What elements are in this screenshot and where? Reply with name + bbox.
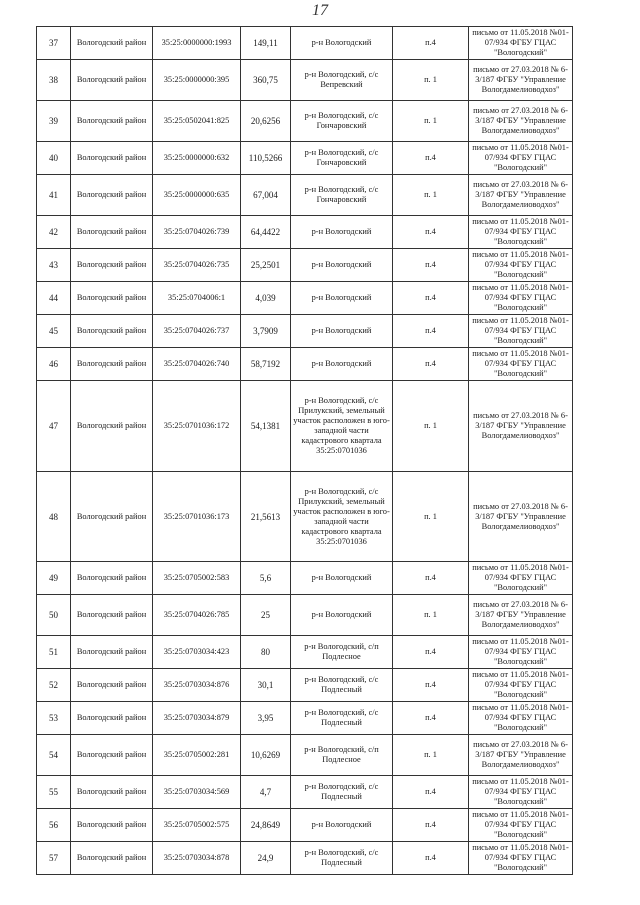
- letter-cell: письмо от 27.03.2018 № 6-3/187 ФГБУ "Управление Вологдамелиоводхоз": [469, 175, 573, 216]
- letter-cell: письмо от 11.05.2018 №01-07/934 ФГБУ ГЦАС "Вологодский": [469, 776, 573, 809]
- letter-cell: письмо от 27.03.2018 № 6-3/187 ФГБУ "Управление Вологдамелиоводхоз": [469, 381, 573, 472]
- location-cell: р-н Вологодский: [291, 562, 393, 595]
- row-number-cell: 55: [37, 776, 71, 809]
- letter-cell: письмо от 11.05.2018 №01-07/934 ФГБУ ГЦАС "Вологодский": [469, 315, 573, 348]
- page-number: 17: [312, 2, 328, 19]
- location-cell: р-н Вологодский, с/с Гончаровский: [291, 175, 393, 216]
- letter-cell: письмо от 11.05.2018 №01-07/934 ФГБУ ГЦАС "Вологодский": [469, 562, 573, 595]
- cadastral-number-cell: 35:25:0703034:423: [153, 636, 241, 669]
- cadastral-number-cell: 35:25:0704026:740: [153, 348, 241, 381]
- location-cell: р-н Вологодский: [291, 249, 393, 282]
- district-cell: Вологодский район: [71, 809, 153, 842]
- table-row: [37, 735, 573, 776]
- letter-cell: письмо от 27.03.2018 № 6-3/187 ФГБУ "Управление Вологдамелиоводхоз": [469, 101, 573, 142]
- clause-cell: п. 1: [393, 595, 469, 636]
- district-cell: Вологодский район: [71, 472, 153, 562]
- location-cell: р-н Вологодский, с/п Подлесное: [291, 636, 393, 669]
- letter-cell: письмо от 11.05.2018 №01-07/934 ФГБУ ГЦАС "Вологодский": [469, 249, 573, 282]
- letter-cell: письмо от 11.05.2018 №01-07/934 ФГБУ ГЦАС "Вологодский": [469, 702, 573, 735]
- cadastral-number-cell: 35:25:0701036:173: [153, 472, 241, 562]
- district-cell: Вологодский район: [71, 216, 153, 249]
- table-row: [37, 669, 573, 702]
- cadastral-number-cell: 35:25:0703034:876: [153, 669, 241, 702]
- location-cell: р-н Вологодский: [291, 282, 393, 315]
- clause-cell: п.4: [393, 142, 469, 175]
- table-row: [37, 315, 573, 348]
- clause-cell: п.4: [393, 776, 469, 809]
- area-cell: 54,1381: [241, 381, 291, 472]
- letter-cell: письмо от 11.05.2018 №01-07/934 ФГБУ ГЦАС "Вологодский": [469, 282, 573, 315]
- district-cell: Вологодский район: [71, 348, 153, 381]
- area-cell: 64,4422: [241, 216, 291, 249]
- cadastral-number-cell: 35:25:0000000:635: [153, 175, 241, 216]
- table-body: [37, 27, 573, 875]
- clause-cell: п. 1: [393, 381, 469, 472]
- table-row: [37, 249, 573, 282]
- area-cell: 5,6: [241, 562, 291, 595]
- cadastral-number-cell: 35:25:0705002:281: [153, 735, 241, 776]
- area-cell: 25,2501: [241, 249, 291, 282]
- district-cell: Вологодский район: [71, 282, 153, 315]
- row-number-cell: 56: [37, 809, 71, 842]
- cadastral-number-cell: 35:25:0703034:569: [153, 776, 241, 809]
- area-cell: 4,7: [241, 776, 291, 809]
- location-cell: р-н Вологодский, с/с Вепревский: [291, 60, 393, 101]
- location-cell: р-н Вологодский, с/с Подлесный: [291, 669, 393, 702]
- cadastral-number-cell: 35:25:0704026:739: [153, 216, 241, 249]
- area-cell: 24,9: [241, 842, 291, 875]
- location-cell: р-н Вологодский: [291, 315, 393, 348]
- row-number-cell: 46: [37, 348, 71, 381]
- row-number-cell: 47: [37, 381, 71, 472]
- row-number-cell: 42: [37, 216, 71, 249]
- district-cell: Вологодский район: [71, 595, 153, 636]
- cadastral-number-cell: 35:25:0701036:172: [153, 381, 241, 472]
- table-row: [37, 809, 573, 842]
- letter-cell: письмо от 11.05.2018 №01-07/934 ФГБУ ГЦАС "Вологодский": [469, 636, 573, 669]
- letter-cell: письмо от 11.05.2018 №01-07/934 ФГБУ ГЦАС "Вологодский": [469, 348, 573, 381]
- clause-cell: п.4: [393, 315, 469, 348]
- row-number-cell: 44: [37, 282, 71, 315]
- district-cell: Вологодский район: [71, 101, 153, 142]
- district-cell: Вологодский район: [71, 315, 153, 348]
- location-cell: р-н Вологодский, с/с Подлесный: [291, 702, 393, 735]
- clause-cell: п. 1: [393, 472, 469, 562]
- table-row: [37, 27, 573, 60]
- letter-cell: письмо от 11.05.2018 №01-07/934 ФГБУ ГЦАС "Вологодский": [469, 669, 573, 702]
- row-number-cell: 57: [37, 842, 71, 875]
- district-cell: Вологодский район: [71, 60, 153, 101]
- row-number-cell: 38: [37, 60, 71, 101]
- table-row: [37, 60, 573, 101]
- location-cell: р-н Вологодский, с/п Подлесное: [291, 735, 393, 776]
- district-cell: Вологодский район: [71, 27, 153, 60]
- clause-cell: п. 1: [393, 735, 469, 776]
- row-number-cell: 40: [37, 142, 71, 175]
- clause-cell: п.4: [393, 249, 469, 282]
- area-cell: 67,004: [241, 175, 291, 216]
- location-cell: р-н Вологодский, с/с Гончаровский: [291, 101, 393, 142]
- clause-cell: п.4: [393, 282, 469, 315]
- table-row: [37, 142, 573, 175]
- clause-cell: п.4: [393, 348, 469, 381]
- area-cell: 10,6269: [241, 735, 291, 776]
- row-number-cell: 53: [37, 702, 71, 735]
- cadastral-number-cell: 35:25:0000000:395: [153, 60, 241, 101]
- row-number-cell: 49: [37, 562, 71, 595]
- table-row: [37, 472, 573, 562]
- cadastral-number-cell: 35:25:0704026:735: [153, 249, 241, 282]
- row-number-cell: 39: [37, 101, 71, 142]
- location-cell: р-н Вологодский, с/с Подлесный: [291, 776, 393, 809]
- area-cell: 20,6256: [241, 101, 291, 142]
- location-cell: р-н Вологодский, с/с Гончаровский: [291, 142, 393, 175]
- letter-cell: письмо от 11.05.2018 №01-07/934 ФГБУ ГЦАС "Вологодский": [469, 842, 573, 875]
- area-cell: 58,7192: [241, 348, 291, 381]
- area-cell: 3,95: [241, 702, 291, 735]
- letter-cell: письмо от 27.03.2018 № 6-3/187 ФГБУ "Управление Вологдамелиоводхоз": [469, 472, 573, 562]
- district-cell: Вологодский район: [71, 142, 153, 175]
- cadastral-number-cell: 35:25:0705002:575: [153, 809, 241, 842]
- area-cell: 4,039: [241, 282, 291, 315]
- area-cell: 360,75: [241, 60, 291, 101]
- table-row: [37, 381, 573, 472]
- district-cell: Вологодский район: [71, 776, 153, 809]
- location-cell: р-н Вологодский, с/с Подлесный: [291, 842, 393, 875]
- district-cell: Вологодский район: [71, 381, 153, 472]
- area-cell: 149,11: [241, 27, 291, 60]
- area-cell: 24,8649: [241, 809, 291, 842]
- clause-cell: п.4: [393, 562, 469, 595]
- table-row: [37, 842, 573, 875]
- location-cell: р-н Вологодский: [291, 595, 393, 636]
- district-cell: Вологодский район: [71, 669, 153, 702]
- table-row: [37, 776, 573, 809]
- location-cell: р-н Вологодский: [291, 216, 393, 249]
- clause-cell: п.4: [393, 216, 469, 249]
- cadastral-number-cell: 35:25:0502041:825: [153, 101, 241, 142]
- area-cell: 30,1: [241, 669, 291, 702]
- area-cell: 21,5613: [241, 472, 291, 562]
- letter-cell: письмо от 27.03.2018 № 6-3/187 ФГБУ "Управление Вологдамелиоводхоз": [469, 595, 573, 636]
- cadastral-number-cell: 35:25:0704006:1: [153, 282, 241, 315]
- clause-cell: п. 1: [393, 175, 469, 216]
- district-cell: Вологодский район: [71, 842, 153, 875]
- row-number-cell: 50: [37, 595, 71, 636]
- clause-cell: п.4: [393, 27, 469, 60]
- clause-cell: п.4: [393, 669, 469, 702]
- row-number-cell: 43: [37, 249, 71, 282]
- location-cell: р-н Вологодский, с/с Прилукский, земельный участок расположен в юго-западной части кадастрового квартала 35:25:0701036: [291, 381, 393, 472]
- cadastral-number-cell: 35:25:0704026:737: [153, 315, 241, 348]
- land-plots-table: [36, 26, 573, 875]
- clause-cell: п.4: [393, 702, 469, 735]
- row-number-cell: 41: [37, 175, 71, 216]
- area-cell: 110,5266: [241, 142, 291, 175]
- cadastral-number-cell: 35:25:0703034:878: [153, 842, 241, 875]
- location-cell: р-н Вологодский: [291, 27, 393, 60]
- area-cell: 3,7909: [241, 315, 291, 348]
- clause-cell: п.4: [393, 842, 469, 875]
- row-number-cell: 52: [37, 669, 71, 702]
- table-row: [37, 216, 573, 249]
- table-row: [37, 101, 573, 142]
- letter-cell: письмо от 27.03.2018 № 6-3/187 ФГБУ "Управление Вологдамелиоводхоз": [469, 60, 573, 101]
- clause-cell: п. 1: [393, 60, 469, 101]
- letter-cell: письмо от 11.05.2018 №01-07/934 ФГБУ ГЦАС "Вологодский": [469, 142, 573, 175]
- cadastral-number-cell: 35:25:0703034:879: [153, 702, 241, 735]
- location-cell: р-н Вологодский: [291, 348, 393, 381]
- table-row: [37, 702, 573, 735]
- row-number-cell: 37: [37, 27, 71, 60]
- location-cell: р-н Вологодский: [291, 809, 393, 842]
- location-cell: р-н Вологодский, с/с Прилукский, земельный участок расположен в юго-западной части кадастрового квартала 35:25:0701036: [291, 472, 393, 562]
- table-row: [37, 348, 573, 381]
- letter-cell: письмо от 11.05.2018 №01-07/934 ФГБУ ГЦАС "Вологодский": [469, 216, 573, 249]
- cadastral-number-cell: 35:25:0704026:785: [153, 595, 241, 636]
- district-cell: Вологодский район: [71, 735, 153, 776]
- district-cell: Вологодский район: [71, 249, 153, 282]
- cadastral-number-cell: 35:25:0705002:583: [153, 562, 241, 595]
- district-cell: Вологодский район: [71, 175, 153, 216]
- row-number-cell: 54: [37, 735, 71, 776]
- area-cell: 80: [241, 636, 291, 669]
- clause-cell: п.4: [393, 809, 469, 842]
- row-number-cell: 48: [37, 472, 71, 562]
- clause-cell: п. 1: [393, 101, 469, 142]
- table-row: [37, 636, 573, 669]
- area-cell: 25: [241, 595, 291, 636]
- table-row: [37, 175, 573, 216]
- clause-cell: п.4: [393, 636, 469, 669]
- district-cell: Вологодский район: [71, 636, 153, 669]
- district-cell: Вологодский район: [71, 702, 153, 735]
- district-cell: Вологодский район: [71, 562, 153, 595]
- row-number-cell: 45: [37, 315, 71, 348]
- table-row: [37, 595, 573, 636]
- table-row: [37, 562, 573, 595]
- row-number-cell: 51: [37, 636, 71, 669]
- letter-cell: письмо от 27.03.2018 № 6-3/187 ФГБУ "Управление Вологдамелиоводхоз": [469, 735, 573, 776]
- letter-cell: письмо от 11.05.2018 №01-07/934 ФГБУ ГЦАС "Вологодский": [469, 809, 573, 842]
- cadastral-number-cell: 35:25:0000000:1993: [153, 27, 241, 60]
- letter-cell: письмо от 11.05.2018 №01-07/934 ФГБУ ГЦАС "Вологодский": [469, 27, 573, 60]
- cadastral-number-cell: 35:25:0000000:632: [153, 142, 241, 175]
- table-row: [37, 282, 573, 315]
